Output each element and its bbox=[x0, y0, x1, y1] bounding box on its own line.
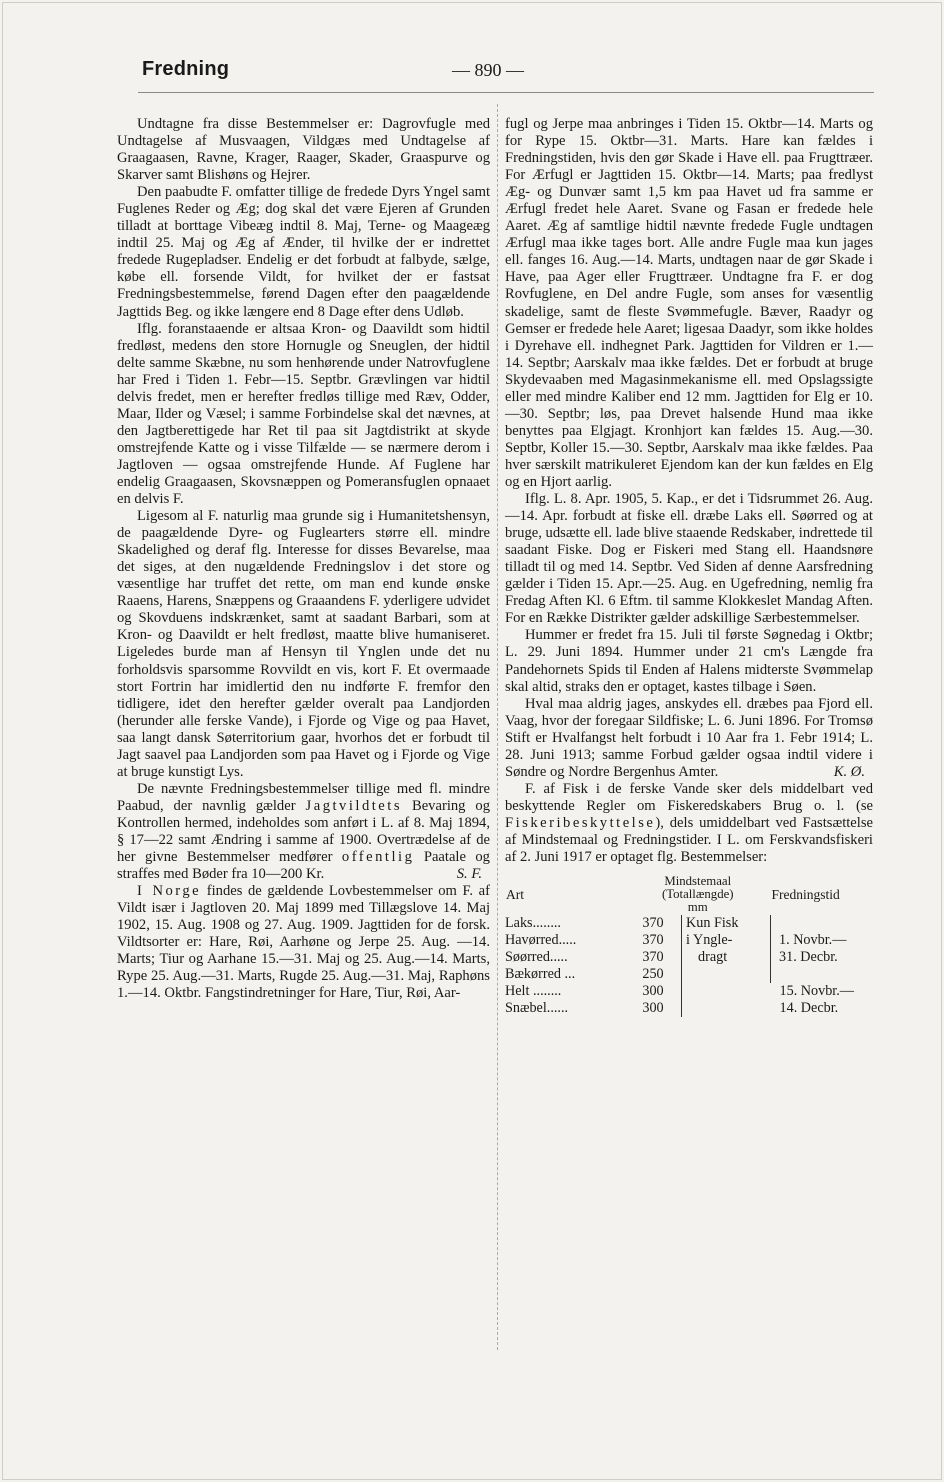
page-number: — 890 — bbox=[452, 60, 524, 80]
paragraph: Den paabudte F. omfatter tillige de fredede Dyrs Yngel samt Fuglenes Reder og Æg; dog skal det være Ejeren af Grunden tilladt at borttage Vibeæg indtil 8. Maj, Terne- og Maageæg indtil 25. Maj og Æg af Ænder, til hvilke der er indrettet fredede Rugepladser. Endelig er det forbudt at falbyde, sælge, købe ell. forsende Vildt, for hvilket der er fastsat Fredningsbestemmelse, førend Dagen efter den paagældende Jagttids Beg. og ikke længere end 8 Dage efter dens Udløb. bbox=[117, 184, 490, 320]
text-run: De nævnte Fredningsbestemmelser tillige med fl. mindre Paabud, der navnlig gælder bbox=[117, 780, 490, 814]
header-minimum-size bbox=[625, 874, 771, 915]
fish-size: 300 bbox=[642, 1000, 664, 1017]
season-line: 31. Decbr. bbox=[779, 949, 838, 966]
spaced-term: I Norge bbox=[137, 883, 202, 900]
paragraph bbox=[117, 883, 490, 1002]
fish-size: 370 bbox=[642, 915, 664, 932]
fish-name: Havørred..... bbox=[505, 932, 577, 949]
paragraph: Undtagne fra disse Bestemmelser er: Dagrovfugle med Undtagelse af Musvaagen, Vildgæs med Undtagelse af Graagaasen, Ravne, Krager, Raager, Skader, Graaspurve og Skarver samt Blishøns og Hejrer. bbox=[117, 116, 490, 184]
season-line: 1. Novbr.— bbox=[779, 932, 847, 949]
text-run: findes de gældende Lovbestemmelser om F. af Vildt især i Jagtloven 20. Maj 1899 med Tillægslove 14. Maj 1902, 15. Aug. 1908 og 27. Aug. 1909. Jagttiden for de forsk. Vildtsorter er: Hare, Røi, Aarhøne og Jerpe 25. Aug. —14. Marts; Tiur og Aarhane 15.—31. Maj og 25. Aug.—14. Marts, Rype 25. Aug.—31. Marts, Rugde 25. Aug.—31. Maj, Raphøns 1.—14. Oktbr. Fangstindretninger for Hare, Tiur, Røi, Aar- bbox=[117, 883, 490, 1002]
header-size-line: mm bbox=[687, 900, 708, 915]
paragraph bbox=[505, 696, 873, 781]
text-run: Bevaring og Kontrollen hermed, indeholdes som anført i L. af 8. Maj 1894, § 17—22 samt Ændring i samme af 1900. Overtrædelse af de her givne Bestemmelser medfører bbox=[117, 797, 490, 866]
season-line: 14. Decbr. bbox=[779, 1000, 839, 1017]
text-run: Paatale og straffes med Bøder fra 10—200 Kr. bbox=[117, 849, 490, 883]
spaced-term: offentlig bbox=[341, 849, 415, 866]
paragraph: fugl og Jerpe maa anbringes i Tiden 15. Oktbr—14. Marts og for Rype 15. Oktbr—31. Marts. Hare kan fældes i Fredningstiden, hvis den gør Skade i Have ell. paa Frugttræer. For Ærfugl er Jagttiden 15. Oktbr—14. Marts; paa fredlyst Æg- og Dunvær samt 1,5 km paa Havet ud fra samme er Ærfugl fredet hele Aaret. Svane og Fasan er fredede hele Aaret. Æg af samtlige hidtil nævnte fredede Fugle undtagen Ærfugl maa ikke tages bort. Alle andre Fugle maa kun jages ell. fanges 16. Aug.—14. Marts, undtagen naar de gør Skade i Have, paa Ager eller Frugttræer. Undtagne fra F. er dog Rovfuglene, en Del andre Fugle, som anses for væsentlig skadelige, samt de fleste Svømmefugle. Bæver, Raadyr og Gemser er fredede hele Aaret; ligesaa Daadyr, som ikke holdes i Dyrehave ell. indhegnet Park. Jagttiden for Vildren er 1.—14. Septbr; Aarskalv maa ikke fældes. Det er forbudt at bruge Skydevaaben med Magasinmekanisme ell. med Opslagssigte eller med mindre Kaliber end 12 mm. Jagttiden for Elg er 10.—30. Septbr; løs, paa Drevet halsende Hund maa ikke benyttes paa Elgjagt. Kronhjort kan fældes 15. Aug.—30. Septbr, Koller 15.—30. Septbr, Aarskalv maa ikke fældes. Paa hver særskilt matrikuleret Ejendom kan der kun fældes en Elg og en Hjort aarlig. bbox=[505, 116, 873, 490]
header-size-line: Mindstemaal bbox=[664, 874, 732, 889]
header-art: Art bbox=[506, 886, 524, 902]
fish-size: 370 bbox=[642, 932, 664, 949]
fish-name: Bækørred ... bbox=[505, 966, 576, 983]
header-closed-season: Fredningstid bbox=[771, 886, 840, 902]
closed-season-b bbox=[771, 983, 874, 1017]
note-line: Kun Fisk bbox=[686, 915, 739, 932]
text-run: ), dels umiddelbart ved Fastsættelse af Mindstemaal og Fredningstider. I L. om Ferskvandsfiskeri af 2. Juni 1917 er optaget flg. Bestemmelser: bbox=[505, 814, 873, 866]
spawning-note bbox=[682, 915, 771, 983]
fish-name: Laks........ bbox=[505, 915, 561, 932]
paragraph: Hummer er fredet fra 15. Juli til første Søgnedag i Oktbr; L. 29. Juni 1894. Hummer under 21 cm's Længde fra Pandehornets Spids til Enden af Halens midterste Svømmelap skal altid, straks den er optaget, kastes tilbage i Søen. bbox=[505, 627, 873, 695]
left-column bbox=[117, 116, 490, 1002]
fish-size: 370 bbox=[642, 949, 664, 966]
paragraph bbox=[505, 781, 873, 866]
paragraph: Ligesom al F. naturlig maa grunde sig i Humanitetshensyn, de paagældende Dyre- og Fuglearters større ell. mindre Skadelighed og deraf flg. Interesse for disses Bevarelse, maa det siges, at den nugældende Fredningslov i det store og væsentlige har truffet det rette, om man end kunde ønske Raaens, Harens, Snæppens og Graaandens F. yderligere udvidet og Skovduens indskrænket, samt at saadant Barbari, som at Kron- og Daavildt er helt fredløst, maatte blive humaniseret. Ligeledes burde man af Hensyn til Ynglen unde det nu forholdsvis sparsomme Rovvildt en vis, kort F. Et overmaade stort Fortrin har imidlertid den nu indførte F. fremfor den tidligere, idet den herefter gælder overalt paa Landjorden (herunder alle ferske Vande), i Fjorde og Vige og paa Havet, saa langt dansk Søterritorium gaar, hvorhos det er forbudt til Jagt saavel paa Landjorden som paa Havet og i Fjorde og Vige at bruge kunstigt Lys. bbox=[117, 508, 490, 780]
author-signature: K. Ø. bbox=[833, 763, 865, 780]
right-column bbox=[505, 116, 873, 1017]
spaced-term: Fiskeribeskyttelse bbox=[505, 814, 656, 831]
fish-name: Snæbel...... bbox=[505, 1000, 569, 1017]
column-divider bbox=[497, 104, 498, 1350]
note-line: i Yngle- bbox=[686, 932, 733, 949]
header-size-line: (Totallængde) bbox=[661, 887, 734, 902]
table-row bbox=[505, 915, 873, 932]
spaced-term: Jagtvildtets bbox=[305, 797, 403, 814]
brace-cell bbox=[682, 983, 771, 1017]
fish-size: 250 bbox=[642, 966, 664, 983]
closed-season-a bbox=[771, 915, 874, 983]
season-line: 15. Novbr.— bbox=[779, 983, 854, 1000]
fish-name: Helt ........ bbox=[505, 983, 562, 1000]
text-run: F. af Fisk i de ferske Vande sker dels middelbart ved beskyttende Regler om Fiskeredskabers Brug o. l. (se bbox=[505, 780, 873, 814]
fish-protection-table bbox=[505, 874, 873, 1017]
paragraph: Iflg. foranstaaende er altsaa Kron- og Daavildt som hidtil fredløst, medens den store Hornugle og Sneuglen, der hidtil delte samme Skæbne, nu som henhørende under Natrovfuglene har Fred i Tiden 1. Febr—15. Septbr. Grævlingen var hidtil delvis fredet, men er herefter fredløs tillige med Ræv, Odder, Maar, Ilder og Væsel; i samme Forbindelse skal det nævnes, at den Jagtberettigede har Ret til paa sit Jagtdistrikt at skyde omstrejfende Katte og i visse Tilfælde — se nærmere derom i Jagtloven — ogsaa omstrejfende Hunde. Af Fuglene har endelig Graagaasen, Skovsnæppen og Pomeransfuglen opnaaet en delvis F. bbox=[117, 320, 490, 508]
fish-name: Søørred..... bbox=[505, 949, 568, 966]
paragraph bbox=[117, 781, 490, 883]
note-line: dragt bbox=[698, 949, 728, 966]
fish-size: 300 bbox=[642, 983, 664, 1000]
header-rule bbox=[138, 92, 874, 93]
paragraph: Iflg. L. 8. Apr. 1905, 5. Kap., er det i Tidsrummet 26. Aug.—14. Apr. forbudt at fiske ell. dræbe Laks ell. Søørred og at bruge, udsætte ell. lade blive staaende Redskaber, indrettede til saadant Fiske. Dog er Fiskeri med Stang ell. Haandsnøre tilladt til og med 14. Septbr. Ved Siden af denne Aarsfredning gælder i Tiden 15. Apr.—25. Aug. en Ugefredning, nemlig fra Fredag Aften Kl. 6 Eftm. til samme Klokkeslet Mandag Aften. For en Række Distrikter gælder adskillige Særbestemmelser. bbox=[505, 491, 873, 627]
author-signature: S. F. bbox=[456, 866, 482, 883]
table-row bbox=[505, 983, 873, 1000]
table-header-row bbox=[505, 874, 873, 915]
running-title: Fredning bbox=[142, 58, 230, 80]
text-run: Hval maa aldrig jages, anskydes ell. dræbes paa Fjord ell. Vaag, hvor der foregaar Sildfiske; L. 6. Juni 1896. For Tromsø Stift er Hvalfangst helt forbudt i 10 Aar fra 1. Febr 1914; L. 28. Juni 1913; samme Forbud gælder ogsaa indtil videre i Søndre og Nordre Bergenhus Amter. bbox=[505, 695, 873, 780]
